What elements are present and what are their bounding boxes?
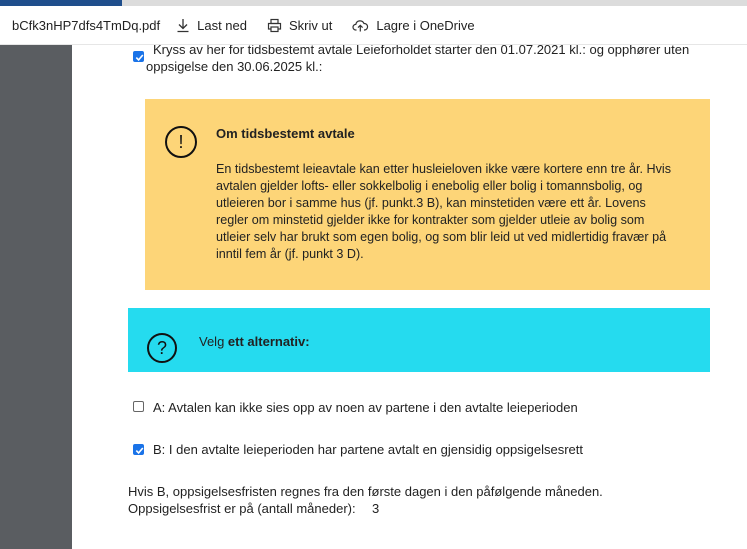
info-box-line: En tidsbestemt leieavtale kan etter husleieloven ikke være kortere enn tre år. Hvis (216, 162, 671, 176)
print-label: Skriv ut (289, 17, 333, 33)
option-b-label: B: I den avtalte leieperioden har partene avtalt en gjensidig oppsigelsesrett (153, 442, 584, 457)
choose-alternative-box (128, 308, 710, 372)
info-box-line: regler om minstetid gjelder ikke for kontrakter som gjelder utleie av bolig som (216, 213, 645, 227)
download-label: Last ned (197, 17, 247, 33)
info-box-line: utleieren bor i samme hus (jf. punkt.3 B), kan minstetiden være ett år. Lovens (216, 196, 646, 210)
info-box-body (216, 161, 706, 263)
notice-period-value[interactable]: 3 (372, 501, 380, 516)
notice-line1: Hvis B, oppsigelsesfristen regnes fra den første dagen i den påfølgende måneden. (128, 484, 603, 499)
choose-bold: ett alternativ: (227, 334, 310, 349)
pdf-page (72, 45, 747, 549)
choose-prefix: Velg (199, 334, 228, 349)
option-a-checkbox[interactable] (133, 401, 144, 412)
info-box-line: inntil fem år (jf. punkt 3 D). (216, 247, 364, 261)
info-box-line: avtalen gjelder lofts- eller sokkelbolig i enebolig eller bolig i tomannsbolig, og (216, 179, 643, 193)
print-button[interactable] (267, 18, 332, 33)
fixed-term-label-line2: oppsigelse den 30.06.2025 kl.: (146, 59, 323, 74)
file-name: bCfk3nHP7dfs4TmDq.pdf (12, 17, 161, 33)
option-a-label: A: Avtalen kan ikke sies opp av noen av partene i den avtalte leieperioden (153, 400, 578, 415)
exclamation-icon: ! (165, 126, 197, 158)
fixed-term-checkbox[interactable] (133, 51, 144, 62)
question-icon: ? (147, 333, 177, 363)
save-onedrive-button[interactable] (352, 18, 474, 33)
choose-alternative-text (199, 334, 310, 349)
option-b-checkbox[interactable] (133, 444, 144, 455)
fixed-term-label-line1: Kryss av her for tidsbestemt avtale Leieforholdet starter den 01.07.2021 kl.: og opphører uten (153, 45, 690, 57)
info-box-line: utleier selv har brukt som egen bolig, og som blir leid ut ved midlertidig fravær på (216, 230, 667, 244)
download-button[interactable] (176, 18, 247, 33)
download-icon (176, 18, 190, 33)
printer-icon (267, 18, 282, 33)
fixed-term-info-box (145, 99, 710, 290)
cloud-upload-icon (352, 18, 369, 33)
save-onedrive-label: Lagre i OneDrive (376, 17, 475, 33)
info-box-title: Om tidsbestemt avtale (216, 126, 355, 141)
notice-period-label: Oppsigelsesfrist er på (antall måneder): (128, 501, 356, 516)
viewer-background-left (0, 45, 72, 549)
pdf-toolbar (0, 6, 747, 45)
